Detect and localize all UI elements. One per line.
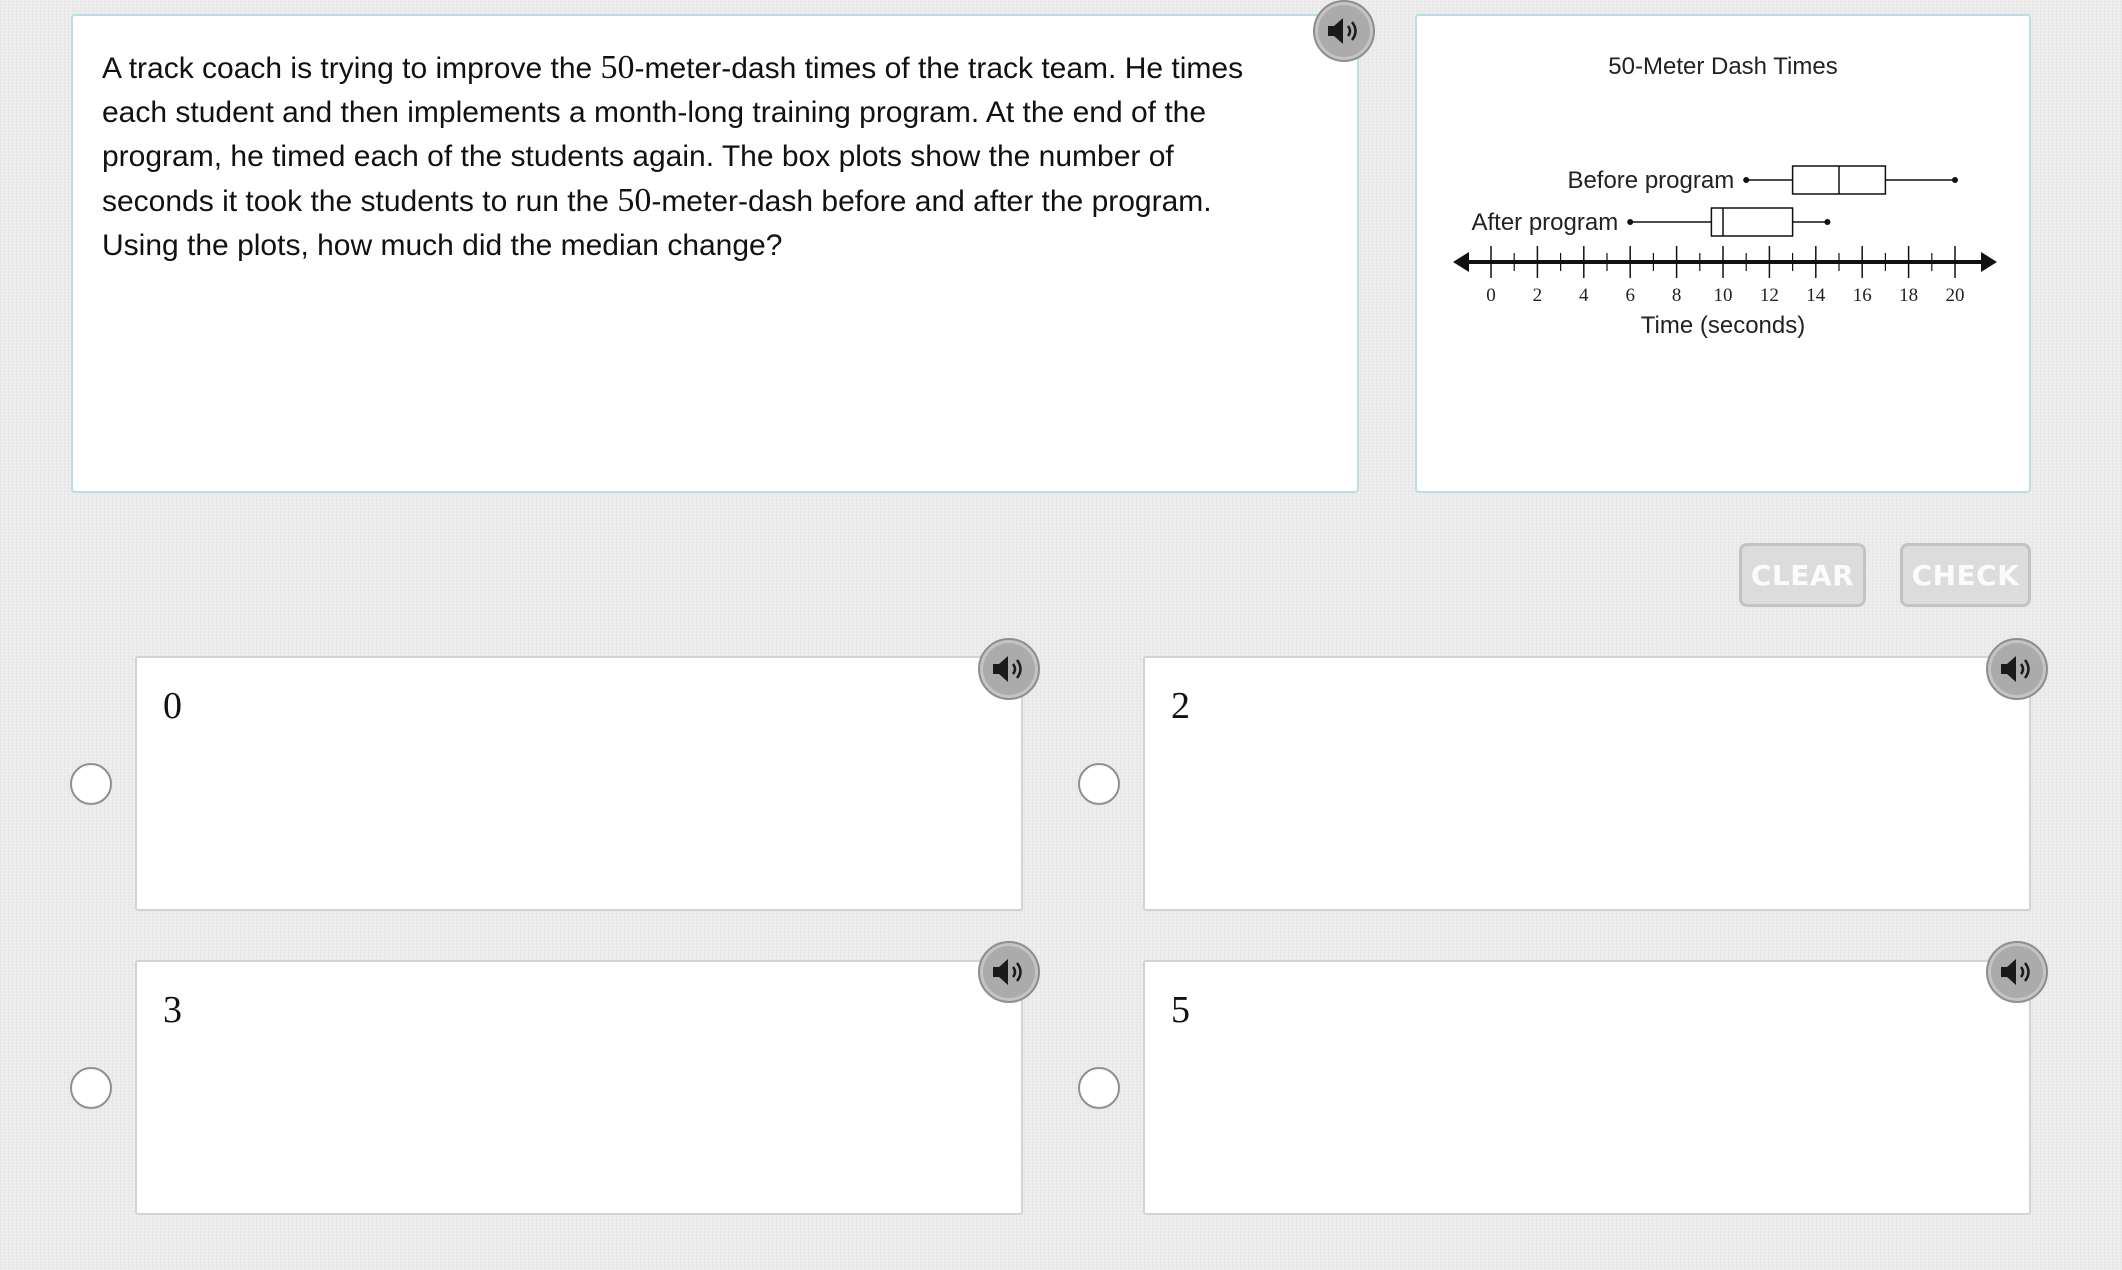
x-axis-label: Time (seconds) bbox=[1640, 312, 1806, 339]
tick-label: 0 bbox=[1486, 285, 1496, 306]
question-line-1b: -meter-dash times of the track team. He times bbox=[634, 52, 1244, 85]
choice-d-radio[interactable] bbox=[1078, 1067, 1120, 1109]
choice-a-speaker-button[interactable] bbox=[978, 638, 1040, 700]
tick-label: 18 bbox=[1899, 285, 1919, 306]
tick-label: 8 bbox=[1671, 285, 1682, 306]
question-line-1a: A track coach is trying to improve the bbox=[102, 52, 601, 85]
question-line-2: each student and then implements a month-long training program. At the end of the bbox=[102, 96, 1207, 129]
speaker-icon bbox=[1999, 654, 2035, 684]
speaker-icon bbox=[1326, 16, 1362, 46]
choice-d-card[interactable] bbox=[1143, 960, 2031, 1215]
box-plot-chart bbox=[1417, 16, 2029, 491]
question-number-1: 50 bbox=[600, 49, 635, 86]
choice-a-radio[interactable] bbox=[70, 763, 112, 805]
choice-d-value: 5 bbox=[1171, 989, 1190, 1031]
tick-label: 10 bbox=[1713, 285, 1733, 306]
choice-b-speaker-button[interactable] bbox=[1986, 638, 2048, 700]
speaker-icon bbox=[1999, 957, 2035, 987]
tick-label: 14 bbox=[1806, 285, 1826, 306]
tick-label: 12 bbox=[1759, 285, 1779, 306]
choice-c-speaker-button[interactable] bbox=[978, 941, 1040, 1003]
speaker-icon bbox=[991, 654, 1027, 684]
choice-b-radio[interactable] bbox=[1078, 763, 1120, 805]
series-label: After program bbox=[1471, 209, 1619, 236]
question-line-5: Using the plots, how much did the median change? bbox=[102, 229, 783, 262]
speaker-icon bbox=[991, 957, 1027, 987]
tick-label: 20 bbox=[1945, 285, 1965, 306]
clear-button[interactable]: CLEAR bbox=[1739, 543, 1866, 607]
choice-b-card[interactable] bbox=[1143, 656, 2031, 911]
question-line-4a: seconds it took the students to run the bbox=[102, 185, 618, 218]
choice-c-radio[interactable] bbox=[70, 1067, 112, 1109]
choice-a-card[interactable] bbox=[135, 656, 1023, 911]
choice-d-speaker-button[interactable] bbox=[1986, 941, 2048, 1003]
check-button[interactable]: CHECK bbox=[1900, 543, 2031, 607]
tick-label: 2 bbox=[1532, 285, 1543, 306]
chart-title: 50-Meter Dash Times bbox=[1608, 53, 1838, 80]
tick-label: 4 bbox=[1579, 285, 1589, 306]
question-panel bbox=[71, 14, 1359, 493]
question-text bbox=[102, 46, 1342, 268]
series-label: Before program bbox=[1567, 167, 1735, 194]
question-line-4b: -meter-dash before and after the program. bbox=[651, 185, 1212, 218]
choice-c-value: 3 bbox=[163, 989, 182, 1031]
tick-label: 6 bbox=[1625, 285, 1635, 306]
tick-label: 16 bbox=[1852, 285, 1872, 306]
axis-arrow-left bbox=[1453, 252, 1469, 272]
choice-a-value: 0 bbox=[163, 685, 182, 727]
question-speaker-button[interactable] bbox=[1313, 0, 1375, 62]
question-number-2: 50 bbox=[617, 182, 652, 219]
choice-c-card[interactable] bbox=[135, 960, 1023, 1215]
graph-panel bbox=[1415, 14, 2031, 493]
question-line-3: program, he timed each of the students again. The box plots show the number of bbox=[102, 140, 1174, 173]
choice-b-value: 2 bbox=[1171, 685, 1190, 727]
axis-arrow-right bbox=[1981, 252, 1997, 272]
